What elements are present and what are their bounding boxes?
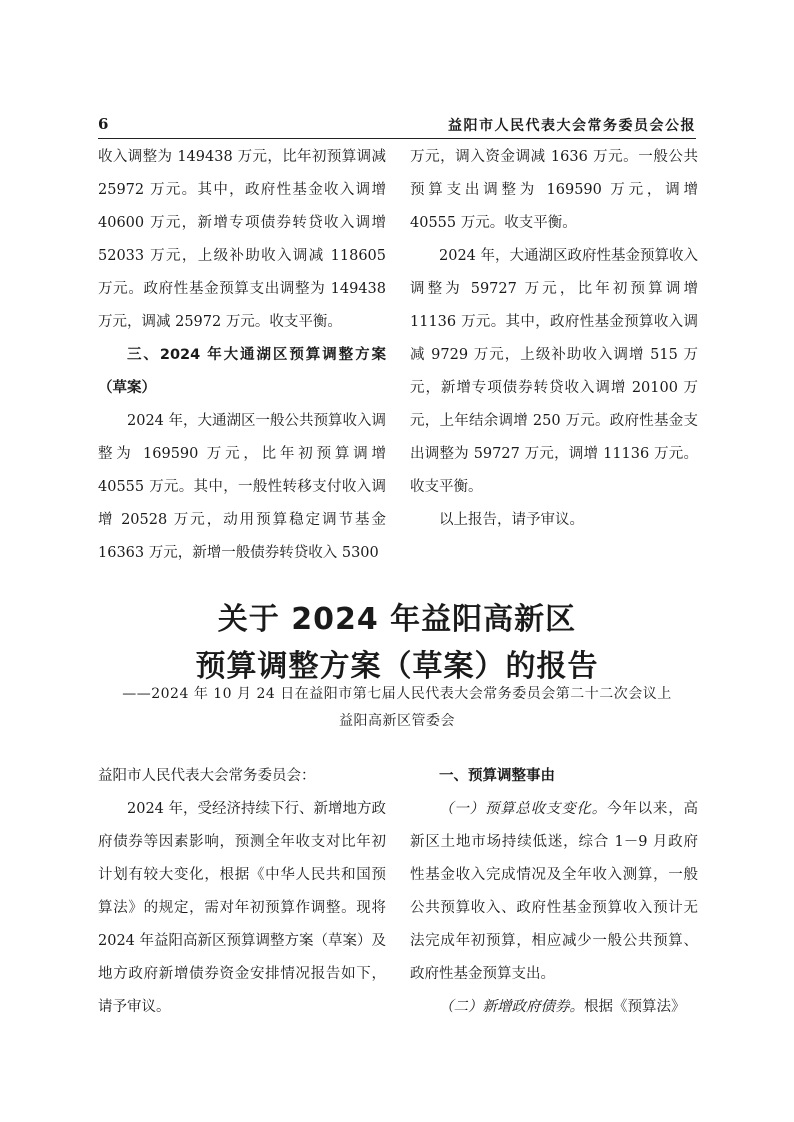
closing-line: 以上报告，请予审议。 [439,512,584,528]
paragraph: 2024 年，受经济持续下行、新增地方政府债券等因素影响，预测全年收支对比年初计划有较大变化，根据《中华人民共和国预算法》的规定，需对年初预算作调整。现将 2024 年益阳高新区预算调整方案（草案）及地方政府新增债券资金安排情况报告如下，请予审议。 [98,801,387,1015]
section-heading: 三、2024 年大通湖区预算调整方案（草案） [98,347,386,396]
article-title-line-2: 预算调整方案（草案）的报告 [195,649,599,684]
subsection-text: 今年以来，高新区土地市场持续低迷，综合 1－9 月政府性基金收入完成情况及全年收入测算，一般公共预算收入、政府性基金预算收入预计无法完成年初预算，相应减少一般公共预算、政府性基金预算支出。 [410,801,698,982]
section-heading: 一、预算调整事由 [439,768,555,784]
paragraph: 万元，调入资金调减 1636 万元。一般公共预算支出调整为 169590 万元，调增 40555 万元。收支平衡。 [410,149,698,231]
top-left-column [98,141,386,570]
article-subtitle: ——2024 年 10 月 24 日在益阳市第七届人民代表大会常务委员会第二十二次会议上 [122,686,672,702]
page-number: 6 [98,115,109,133]
page-header [98,112,696,139]
paragraph: 2024 年，大通湖区政府性基金预算收入调整为 59727 万元，比年初预算调增 11136 万元。其中，政府性基金预算收入调减 9729 万元，上级补助收入调增 515 万元，新增专项债券转贷收入调增 20100 万元，上年结余调增 250 万元。政府性基金支出调整为 59727 万元，调增 11136 万元。收支平衡。 [410,248,699,495]
article-author: 益阳高新区管委会 [339,713,455,729]
subsection-label: （二）新增政府债券。 [439,999,584,1015]
bottom-left-column [98,760,386,1024]
journal-title: 益阳市人民代表大会常务委员会公报 [448,118,696,134]
bottom-right-column [410,760,698,1024]
paragraph [410,991,698,1024]
article-title-line-1: 关于 2024 年益阳高新区 [217,602,577,637]
paragraph: 收入调整为 149438 万元，比年初预算调减 25972 万元。其中，政府性基金收入调增 40600 万元，新增专项债券转贷收入调增 52033 万元，上级补助收入调减 118605 万元。政府性基金预算支出调整为 149438 万元，调减 25972 万元。收支平衡。 [98,149,386,330]
paragraph [410,793,698,991]
salutation: 益阳市人民代表大会常务委员会： [98,768,316,784]
subsection-text: 根据《预算法》 [584,999,686,1015]
top-right-column [410,141,698,537]
paragraph: 2024 年，大通湖区一般公共预算收入调整为 169590 万元，比年初预算调增 40555 万元。其中，一般性转移支付收入调增 20528 万元，动用预算稳定调节基金 16363 万元，新增一般债券转贷收入 5300 [98,413,387,561]
subsection-label: （一）预算总收支变化。 [439,801,608,817]
